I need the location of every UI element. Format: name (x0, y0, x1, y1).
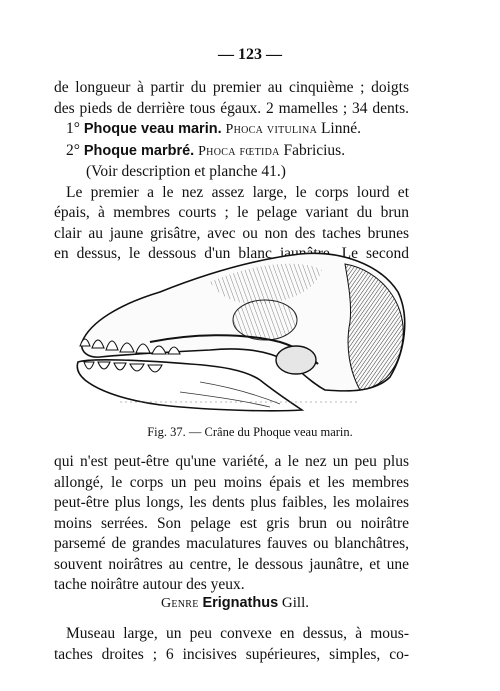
text-block-bottom (54, 624, 409, 665)
species-number: 1° (66, 120, 80, 137)
genus-prefix: Genre (160, 596, 199, 611)
species-common-name: Phoque marbré. (83, 142, 195, 159)
genus-name: Erignathus (202, 595, 279, 611)
text-block-top (54, 78, 409, 265)
text-line: clair au jaune grisâtre, avec ou non des taches brunes (54, 224, 409, 242)
genus-heading (0, 595, 470, 612)
species-latin-name: Phoca fœtida (198, 143, 280, 159)
seal-skull-illustration (60, 242, 410, 417)
text-line: souvent noirâtres au centre, le dessous jaunâtre, et une (54, 555, 409, 573)
orbit (233, 300, 297, 340)
figure-caption: Fig. 37. — Crâne du Phoque veau marin. (147, 425, 353, 439)
species-author: Linné. (320, 120, 361, 137)
text-line: en dessus, le dessous d'un blanc jaunâtre. Le second (54, 245, 409, 262)
text-line: allongé, le corps un peu moins épais et les membres (54, 473, 409, 491)
text-line: peut-être plus longs, les dents plus faibles, les molaires (54, 494, 409, 511)
lower-jaw (77, 360, 302, 411)
page-number: — 123 — (218, 46, 282, 63)
species-common-name: Phoque veau marin. (83, 121, 222, 137)
text-line: qui n'est peut-être qu'une variété, a le nez un peu plus (54, 453, 409, 470)
species-entry-2 (54, 141, 409, 163)
text-line: tache noirâtre autour des yeux. (54, 576, 245, 593)
see-note: (Voir description et planche 41.) (86, 163, 286, 180)
text-line: Museau large, un peu convexe en dessus, à mous- (66, 625, 409, 642)
text-line: moins serrées. Son pelage est gris brun ou noirâtre (54, 514, 409, 532)
text-line: taches droites ; 6 incisives supérieures, simples, co- (54, 645, 409, 663)
text-line: épais, à membres courts ; le pelage variant du brun (54, 204, 409, 221)
text-line: Le premier a le nez assez large, le corps lourd et (66, 183, 409, 201)
species-author: Fabricius. (283, 141, 346, 159)
text-block-middle (54, 452, 409, 596)
braincase-shading (345, 264, 403, 390)
text-line: de longueur à partir du premier au cinquième ; doigts (54, 79, 409, 96)
species-number: 2° (66, 141, 80, 159)
auditory-bulla (276, 346, 316, 374)
species-entry-1 (54, 119, 409, 141)
text-line: des pieds de derrière tous égaux. 2 mamelles ; 34 dents. (54, 99, 409, 117)
species-latin-name: Phoca vitulina (225, 122, 318, 137)
genus-author: Gill. (281, 595, 310, 611)
text-line: parsemé de grandes maculatures fauves ou blanchâtres, (54, 535, 409, 552)
